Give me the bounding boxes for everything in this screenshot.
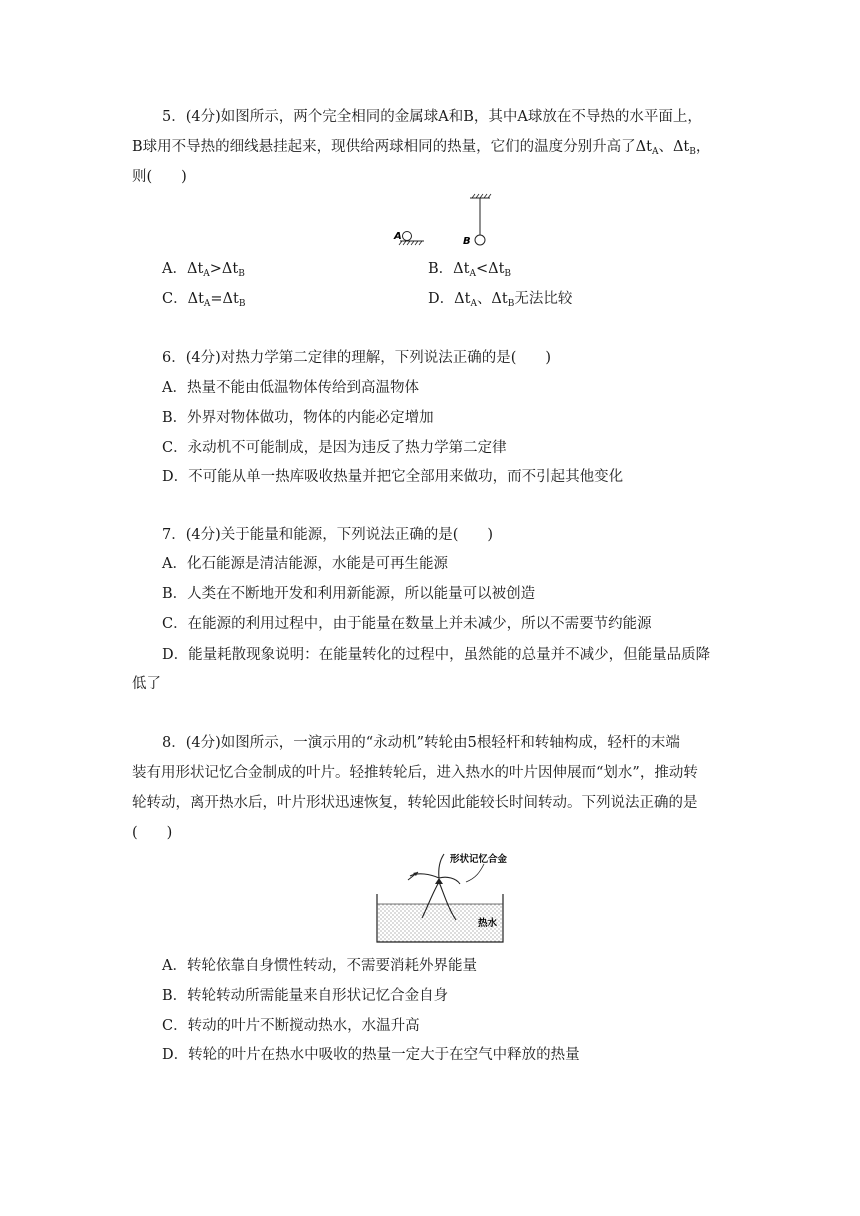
q6-stem: 6．(4分)对热力学第二定律的理解，下列说法正确的是( ) <box>162 350 552 366</box>
q5-option-b: B．$\Delta t_A<\Delta t_B$ <box>428 261 512 279</box>
q5-ball-b <box>475 235 485 245</box>
q8-stem-line3: 轮转动，离开热水后，叶片形状迅速恢复，转轮因此能较长时间转动。下列说法正确的是 <box>132 795 698 811</box>
q7-option-c: C．在能源的利用过程中，由于能量在数量上并未减少，所以不需要节约能源 <box>162 616 652 632</box>
q5-option-a: A．$\Delta t_A>\Delta t_B$ <box>162 261 245 279</box>
q8-figure <box>372 846 522 946</box>
q6-option-d: D．不可能从单一热库吸收热量并把它全部用来做功，而不引起其他变化 <box>162 469 624 485</box>
q5-ceiling-hatch <box>472 194 491 198</box>
q5-stem-line3: 则( ) <box>132 169 187 185</box>
q5-fig-label-a: A <box>394 231 402 242</box>
q6-option-c: C．永动机不可能制成，是因为违反了热力学第二定律 <box>162 440 507 456</box>
q5-stem-line1: 5．(4分)如图所示，两个完全相同的金属球A和B，其中A球放在不导热的水平面上， <box>162 109 702 125</box>
q5-stem-line2: B球用不导热的细线悬挂起来，现供给两球相同的热量，它们的温度分别升高了$\Delta t_A$、$\Delta t_B$， <box>132 139 711 157</box>
q8-alloy-leader <box>466 864 484 882</box>
q8-option-b: B．转轮转动所需能量来自形状记忆合金自身 <box>162 988 449 1004</box>
q8-label-alloy: 形状记忆合金 <box>450 854 508 865</box>
q6-option-a: A．热量不能由低温物体传给到高温物体 <box>162 380 419 396</box>
q8-option-a: A．转轮依靠自身惯性转动，不需要消耗外界能量 <box>162 958 477 974</box>
q5-option-d: D．$\Delta t_A$、$\Delta t_B$无法比较 <box>428 291 573 309</box>
q7-option-a: A．化石能源是清洁能源，水能是可再生能源 <box>162 556 448 572</box>
q8-stem-line2: 装有用形状记忆合金制成的叶片。轻推转轮后，进入热水的叶片因伸展而“划水”，推动转 <box>132 765 698 781</box>
q7-option-b: B．人类在不断地开发和利用新能源，所以能量可以被创造 <box>162 586 536 602</box>
q8-stem-line4: ( ) <box>132 825 173 841</box>
q8-label-water: 热水 <box>478 918 498 929</box>
q8-stem-line1: 8．(4分)如图所示，一演示用的“永动机”转轮由5根轻杆和转轴构成，轻杆的末端 <box>162 735 680 751</box>
q6-option-b: B．外界对物体做功，物体的内能必定增加 <box>162 410 434 426</box>
q5-ball-a <box>403 232 412 241</box>
q5-surface-hatch <box>399 241 422 245</box>
q5-option-c: C．$\Delta t_A=\Delta t_B$ <box>162 291 246 309</box>
q7-stem: 7．(4分)关于能量和能源，下列说法正确的是( ) <box>162 527 494 543</box>
q8-option-d: D．转轮的叶片在热水中吸收的热量一定大于在空气中释放的热量 <box>162 1047 580 1063</box>
q7-option-d-line2: 低了 <box>132 676 161 692</box>
q5-fig-label-b: B <box>463 236 471 247</box>
q8-option-c: C．转动的叶片不断搅动热水，水温升高 <box>162 1018 420 1034</box>
q7-option-d-line1: D．能量耗散现象说明：在能量转化的过程中，虽然能的总量并不减少，但能量品质降 <box>162 647 711 663</box>
q5-figure <box>390 192 500 252</box>
